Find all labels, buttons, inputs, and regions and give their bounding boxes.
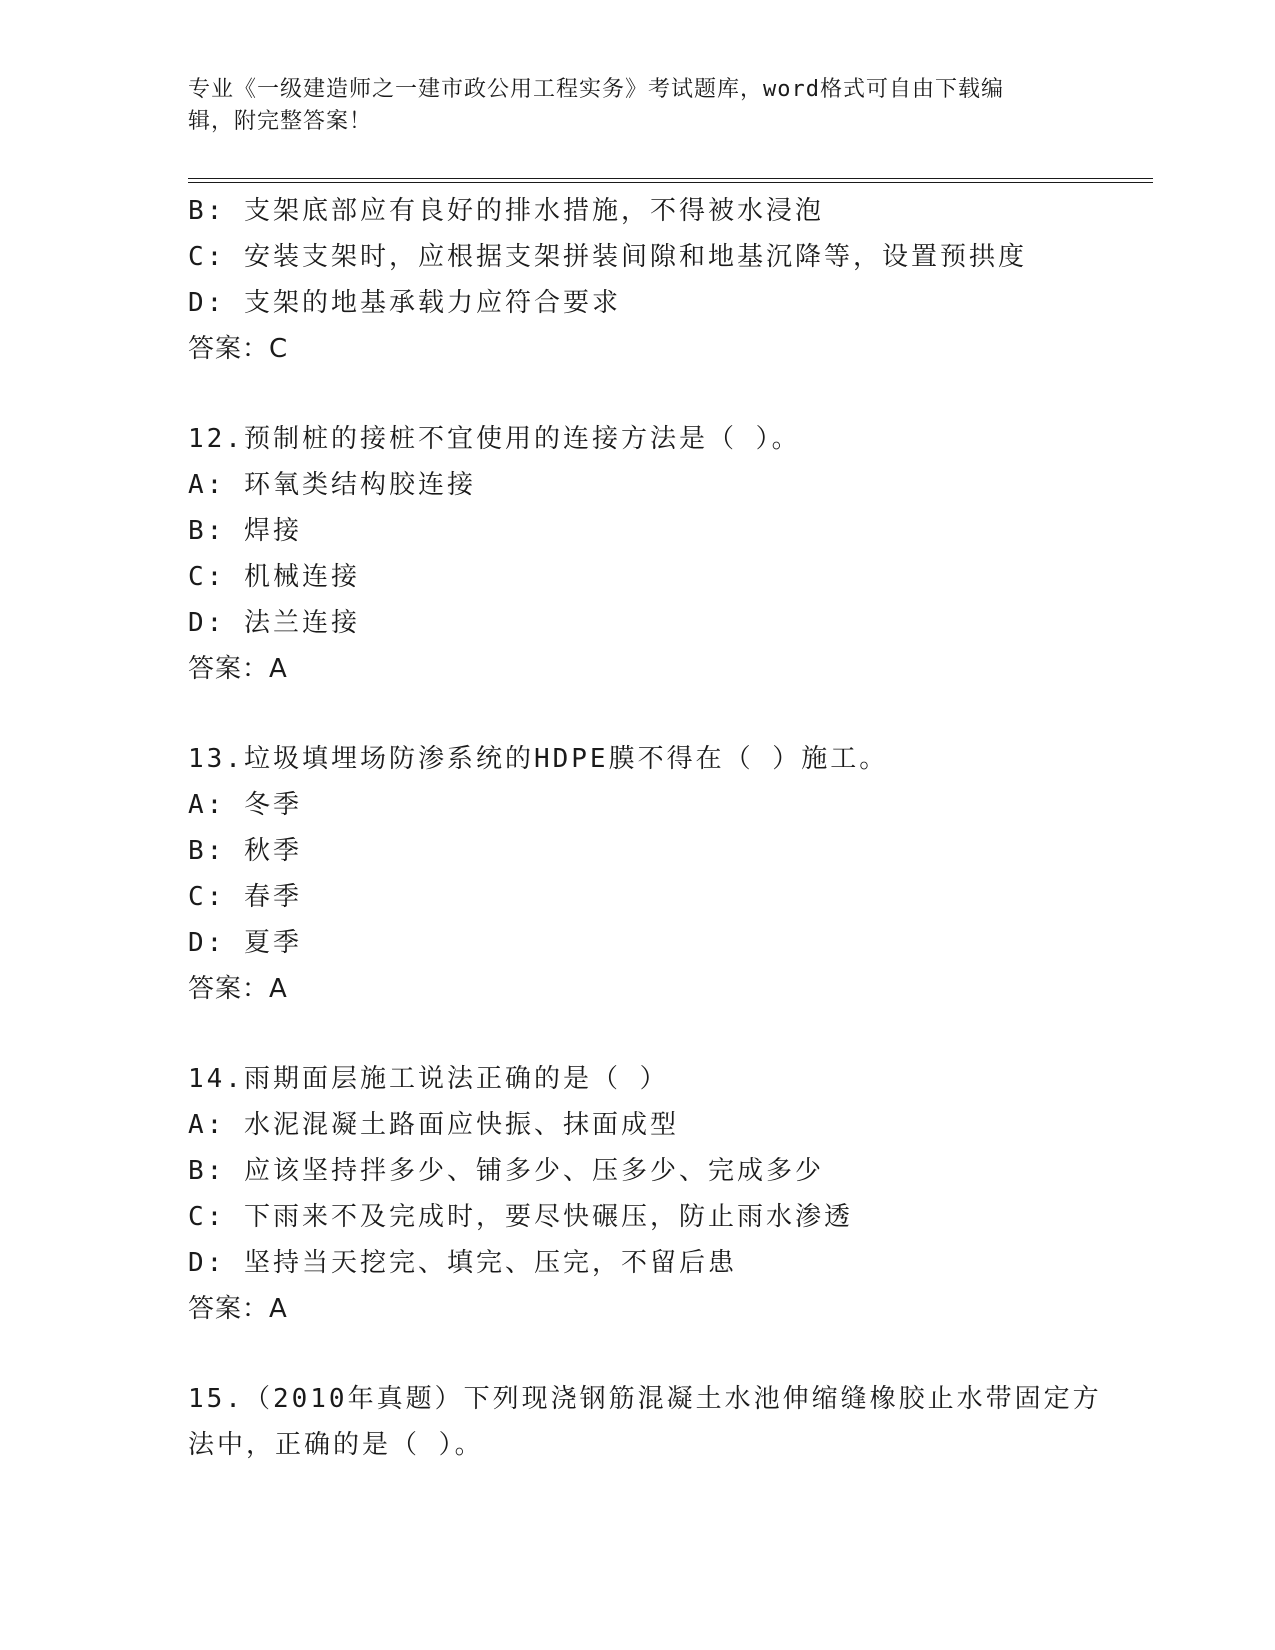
option-b: B: 焊接 — [188, 516, 302, 546]
option-b: B: 秋季 — [188, 836, 302, 866]
option-a: A: 冬季 — [188, 790, 302, 820]
option-b: B: 应该坚持拌多少、铺多少、压多少、完成多少 — [188, 1156, 824, 1186]
option-c: C: 机械连接 — [188, 562, 360, 592]
answer: 答案：A — [188, 1294, 288, 1324]
question-15 — [188, 1376, 1102, 1468]
option-d: D: 法兰连接 — [188, 608, 360, 638]
question-text: 12.预制桩的接桩不宜使用的连接方法是（ ）。 — [188, 424, 801, 454]
question-12 — [188, 416, 1088, 692]
option-c: C: 安装支架时，应根据支架拼装间隙和地基沉降等，设置预拱度 — [188, 242, 1027, 272]
option-c: C: 春季 — [188, 882, 302, 912]
header-line-1: 专业《一级建造师之一建市政公用工程实务》考试题库，word格式可自由下载编 — [188, 77, 1004, 102]
spacer — [188, 692, 1088, 736]
option-d: D: 坚持当天挖完、填完、压完，不留后患 — [188, 1248, 737, 1278]
answer: 答案：A — [188, 654, 288, 684]
question-text-line-1: 15.（2010年真题）下列现浇钢筋混凝土水池伸缩缝橡胶止水带固定方 — [188, 1384, 1102, 1414]
question-14 — [188, 1056, 1088, 1332]
option-a: A: 水泥混凝土路面应快振、抹面成型 — [188, 1110, 679, 1140]
question-11 — [188, 188, 1088, 372]
option-a: A: 环氧类结构胶连接 — [188, 470, 476, 500]
header-divider — [188, 178, 1153, 183]
option-b: B: 支架底部应有良好的排水措施，不得被水浸泡 — [188, 196, 824, 226]
option-d: D: 夏季 — [188, 928, 302, 958]
spacer — [188, 372, 1088, 416]
spacer — [188, 1012, 1088, 1056]
header-line-2: 辑，附完整答案！ — [188, 109, 373, 134]
question-text: 13.垃圾填埋场防渗系统的HDPE膜不得在（ ）施工。 — [188, 744, 889, 774]
option-d: D: 支架的地基承载力应符合要求 — [188, 288, 621, 318]
answer: 答案：C — [188, 334, 289, 364]
page-header — [188, 74, 1088, 138]
spacer — [188, 1332, 1088, 1376]
question-13 — [188, 736, 1088, 1012]
answer: 答案：A — [188, 974, 288, 1004]
question-text-line-2: 法中，正确的是（ ）。 — [188, 1430, 484, 1460]
question-list — [188, 188, 1102, 1468]
option-c: C: 下雨来不及完成时，要尽快碾压，防止雨水渗透 — [188, 1202, 853, 1232]
question-text: 14.雨期面层施工说法正确的是（ ） — [188, 1064, 669, 1094]
